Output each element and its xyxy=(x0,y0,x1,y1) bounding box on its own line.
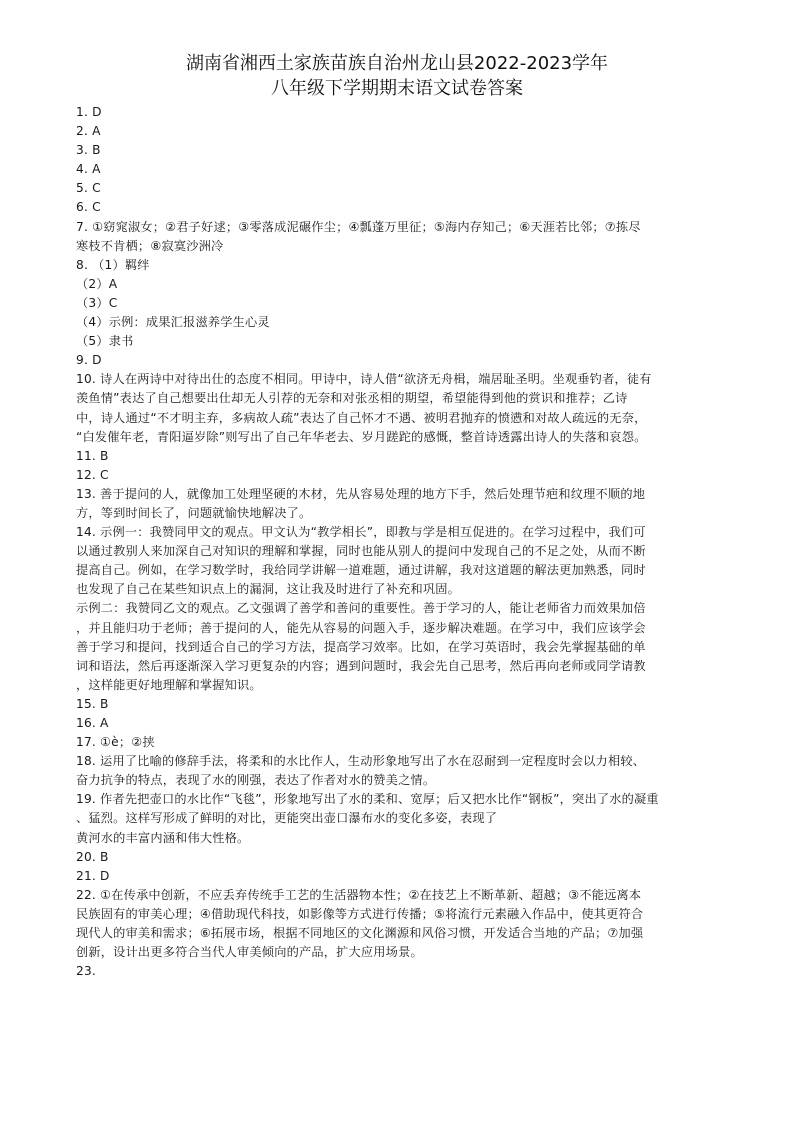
answer-line: 10. 诗人在两诗中对待出仕的态度不相同。甲诗中，诗人借“欲济无舟楫，端居耻圣明。坐观垂钓者，徒有 xyxy=(76,372,652,387)
answer-line: 12. C xyxy=(76,467,109,482)
answer-line: 3. B xyxy=(76,143,101,158)
answer-line: ，这样能更好地理解和掌握知识。 xyxy=(76,677,262,692)
answer-line: 现代人的审美和需求；⑥拓展市场，根据不同地区的文化渊源和风俗习惯，开发适合当地的产品；⑦加强 xyxy=(76,926,644,941)
answer-line: 2. A xyxy=(76,124,101,139)
answer-line: 善于学习和提问，找到适合自己的学习方法，提高学习效率。比如，在学习英语时，我会先掌握基础的单 xyxy=(76,639,646,654)
document-title-line-1: 湖南省湘西土家族苗族自治州龙山县2022-2023学年 xyxy=(185,53,609,74)
answer-line: 寒枝不肯栖；⑧寂寞沙洲冷 xyxy=(76,238,224,253)
answer-line: 示例二：我赞同乙文的观点。乙文强调了善学和善问的重要性。善于学习的人，能让老师省力而效果加倍 xyxy=(76,601,646,616)
answer-line: 黄河水的丰富内涵和伟大性格。 xyxy=(76,830,250,845)
answer-line: 16. A xyxy=(76,716,109,730)
document-title-line-2: 八年级下学期期末语文试卷答案 xyxy=(271,78,523,99)
answer-line: （5）隶书 xyxy=(76,334,134,349)
answer-line: 17. ①è；②挟 xyxy=(76,735,155,750)
answer-line: 1. D xyxy=(76,105,102,119)
answer-line: （3）C xyxy=(76,295,118,310)
answer-line: 羡鱼情”表达了自己想要出仕却无人引荐的无奈和对张丞相的期望，希望能得到他的赏识和推荐；乙诗 xyxy=(76,391,628,406)
answer-line: 民族固有的审美心理；④借助现代科技，如影像等方式进行传播；⑤将流行元素融入作品中，使其更符合 xyxy=(76,906,644,921)
answer-line: 也发现了自己在某些知识点上的漏洞，这让我及时进行了补充和巩固。 xyxy=(76,582,461,597)
answer-line: 以通过教别人来加深自己对知识的理解和掌握，同时也能从别人的提问中发现自己的不足之处，从而不断 xyxy=(76,544,646,559)
answer-line: 9. D xyxy=(76,353,102,368)
answer-line: 18. 运用了比喻的修辞手法，将柔和的水比作人，生动形象地写出了水在忍耐到一定程度时会以力相较、 xyxy=(76,754,646,769)
answer-line: 中，诗人通过“不才明主弃，多病故人疏”表达了自己怀才不遇、被明君抛弃的愤懑和对故人疏远的无奈， xyxy=(76,410,647,425)
answer-line: （2）A xyxy=(76,276,118,291)
answer-line: 方，等到时间长了，问题就愉快地解决了。 xyxy=(76,505,312,520)
answer-line: 、猛烈。这样写形成了鲜明的对比，更能突出壶口瀑布水的变化多姿，表现了 xyxy=(76,811,498,826)
answer-list xyxy=(76,103,724,981)
answer-line: （4）示例：成果汇报滋养学生心灵 xyxy=(76,315,270,330)
answer-line: 4. A xyxy=(76,162,101,177)
answer-line: 创新，设计出更多符合当代人审美倾向的产品，扩大应用场景。 xyxy=(76,945,423,960)
answer-line: ，并且能归功于老师；善于提问的人，能先从容易的问题入手，逐步解决难题。在学习中，我们应该学会 xyxy=(76,620,646,635)
answer-line: 奋力抗争的特点，表现了水的刚强，表达了作者对水的赞美之情。 xyxy=(76,773,436,788)
answer-line: 5. C xyxy=(76,181,101,196)
answer-line: 6. C xyxy=(76,200,101,215)
answer-line: 7. ①窈窕淑女；②君子好逑；③零落成泥碾作尘；④瓢蓬万里征；⑤海内存知己；⑥天涯若比邻；⑦拣尽 xyxy=(76,219,641,234)
answer-line: 15. B xyxy=(76,696,109,711)
answer-line: 词和语法，然后再逐渐深入学习更复杂的内容；遇到问题时，我会先自己思考，然后再向老师或同学请教 xyxy=(76,658,646,673)
answer-line: 提高自己。例如，在学习数学时，我给同学讲解一道难题，通过讲解，我对这道题的解法更加熟悉，同时 xyxy=(76,563,646,578)
answer-line: 23. xyxy=(76,964,96,979)
answer-line: 20. B xyxy=(76,849,109,864)
answer-line: 14. 示例一：我赞同甲文的观点。甲文认为“教学相长”，即教与学是相互促进的。在学习过程中，我们可 xyxy=(76,525,646,540)
answer-line: 19. 作者先把壶口的水比作“飞毯”，形象地写出了水的柔和、宽厚；后又把水比作“钢板”，突出了水的凝重 xyxy=(76,792,659,807)
answer-line: 8. （1）羁绊 xyxy=(76,257,150,272)
answer-line: 21. D xyxy=(76,868,110,883)
answer-line: 13. 善于提问的人，就像加工处理坚硬的木材，先从容易处理的地方下手，然后处理节疤和纹理不顺的地 xyxy=(76,486,646,501)
answer-line: “白发催年老，青阳逼岁除”则写出了自己年华老去、岁月蹉跎的感慨，整首诗透露出诗人的失落和哀怨。 xyxy=(76,429,647,444)
answer-line: 22. ①在传承中创新，不应丢弃传统手工艺的生活器物本性；②在技艺上不断革新、超越；③不能远离本 xyxy=(76,887,642,902)
answer-line: 11. B xyxy=(76,448,109,463)
